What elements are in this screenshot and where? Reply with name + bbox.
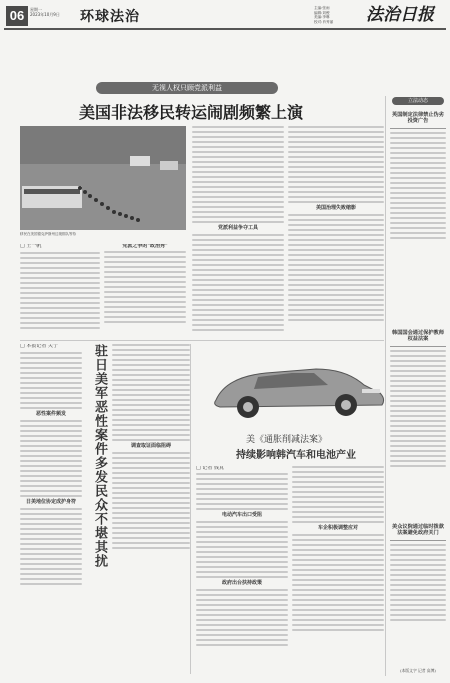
proofreader: 校对:肖秀丽: [314, 19, 334, 24]
sidebar-item-2: [390, 330, 446, 520]
page-number: 06: [6, 6, 28, 26]
masthead-logo: [358, 2, 442, 26]
auto-article-col2: [292, 466, 384, 674]
col-divider-1: [190, 344, 191, 674]
sidebar-headline-1: 英国制定法律禁止伪劣投资广告: [392, 112, 444, 125]
auto-headline: 持续影响韩汽车和电池产业: [236, 450, 356, 461]
sidebar-item-3: [390, 524, 446, 662]
sidebar-headline-2: 韩国国会通过保护教师权益法案: [392, 330, 444, 343]
auto-kicker: 美《通胀削减法案》: [246, 435, 328, 445]
middle-article-col2: [288, 126, 384, 340]
sidebar-headline-3: 美众议院通过临时拨款法案避免政府关门: [392, 524, 444, 537]
auto-subhead-3: 车企积极调整应对: [317, 525, 358, 531]
main-headline: 美国非法移民转运闹剧频繁上演: [78, 103, 303, 122]
middle-subhead-1: 党派利益争夺工具: [217, 225, 258, 231]
auto-article-col1: [196, 466, 288, 674]
editor-credits: [314, 6, 354, 24]
vertical-byline: □ 本报记者 关宁: [20, 344, 58, 349]
vertical-subhead-3: 调查取证面临阻碍: [130, 443, 171, 449]
section-divider: [20, 340, 384, 341]
middle-article-col1: [192, 126, 284, 340]
sidebar-item-1: [390, 112, 446, 242]
vertical-article-col1: [20, 344, 82, 674]
left-article-col2: [104, 244, 186, 340]
sidebar-footer: (本版文字 记者 高博): [400, 668, 436, 673]
vertical-subhead-1: 恶性案件频发: [35, 411, 66, 417]
auto-byline: □ 记者 钱真: [196, 466, 224, 471]
vertical-subhead-2: 日美地位协定成护身符: [25, 499, 76, 505]
art-editor: 美编:李琳: [314, 15, 330, 20]
masthead-text: 法治日报: [366, 5, 434, 25]
news-photo: [20, 126, 186, 230]
auto-subhead-2: 政府出台扶持政策: [221, 580, 262, 586]
auto-subhead-1: 电动汽车出口受阻: [221, 512, 262, 518]
editor-chief: 主编:张雨: [314, 6, 330, 10]
photo-caption: 移民在美国德克萨斯州边境排队等待: [20, 232, 76, 236]
section-title: 环球法治: [80, 9, 140, 25]
sidebar-tag: 立法动态: [392, 97, 444, 105]
header-rule: [4, 28, 446, 30]
vertical-article-col2: [112, 344, 190, 674]
left-subhead-1: 党派之争的"政治秀": [122, 244, 168, 249]
left-article-col1: [20, 244, 100, 340]
vertical-headline: 驻日美军恶性案件多发民众不堪其扰: [92, 344, 107, 568]
left-byline: □ 王一帆: [20, 244, 42, 249]
date: 2023年10月9日: [30, 12, 60, 17]
middle-subhead-2: 美国治理失败缩影: [315, 205, 356, 211]
sidebar-divider: [385, 96, 386, 676]
kicker: 无视人权只顾党派利益: [152, 84, 222, 92]
editor: 编辑:刘俊: [314, 10, 330, 15]
car-illustration: [196, 345, 392, 423]
weekday: 星期一: [30, 7, 42, 12]
issue-date: [30, 7, 60, 17]
